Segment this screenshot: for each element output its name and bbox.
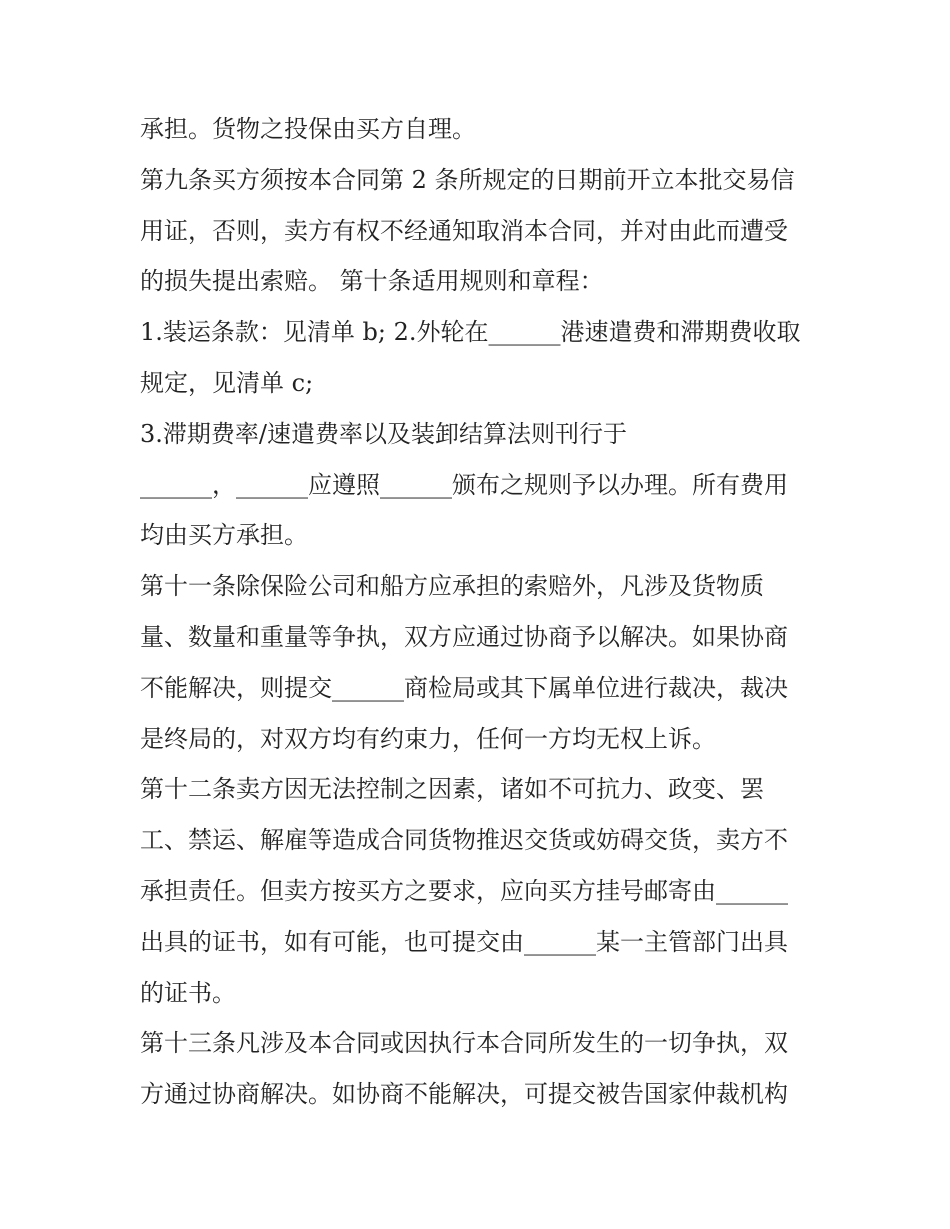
text-line: 承担责任。但卖方按买方之要求，应向买方挂号邮寄由______ <box>140 876 788 905</box>
text-line: 第十二条卖方因无法控制之因素，诸如不可抗力、政变、罢 <box>140 775 764 804</box>
text-line: 承担。货物之投保由买方自理。 <box>140 115 476 143</box>
text-line: 1.装运条款：见清单 b; 2.外轮在______港速遣费和滞期费收取 <box>140 318 801 347</box>
text-line: 是终局的，对双方均有约束力，任何一方均无权上诉。 <box>140 724 716 753</box>
text-line: 的证书。 <box>140 978 236 1007</box>
text-line: 的损失提出索赔。 第十条适用规则和章程： <box>140 267 604 296</box>
text-line: 第十一条除保险公司和船方应承担的索赔外，凡涉及货物质 <box>140 572 764 601</box>
contract-text <box>140 104 820 1120</box>
text-line: 工、禁运、解雇等造成合同货物推迟交货或妨碍交货，卖方不 <box>140 826 788 855</box>
text-line: 出具的证书，如有可能，也可提交由______某一主管部门出具 <box>140 927 788 956</box>
text-line: 不能解决，则提交______商检局或其下属单位进行裁决，裁决 <box>140 673 788 702</box>
text-line: ______，______应遵照______颁布之规则予以办理。所有费用 <box>140 470 788 499</box>
text-line: 方通过协商解决。如协商不能解决，可提交被告国家仲裁机构 <box>140 1080 788 1109</box>
text-line: 量、数量和重量等争执，双方应通过协商予以解决。如果协商 <box>140 622 788 651</box>
text-line: 规定，见清单 c; <box>140 368 314 397</box>
text-line: 用证，否则，卖方有权不经通知取消本合同，并对由此而遭受 <box>140 216 788 245</box>
text-line: 第九条买方须按本合同第 2 条所规定的日期前开立本批交易信 <box>140 165 795 194</box>
text-line: 3.滞期费率/速遣费率以及装卸结算法则刊行于 <box>140 419 627 448</box>
text-line: 均由买方承担。 <box>140 521 308 550</box>
text-line: 第十三条凡涉及本合同或因执行本合同所发生的一切争执，双 <box>140 1029 788 1058</box>
